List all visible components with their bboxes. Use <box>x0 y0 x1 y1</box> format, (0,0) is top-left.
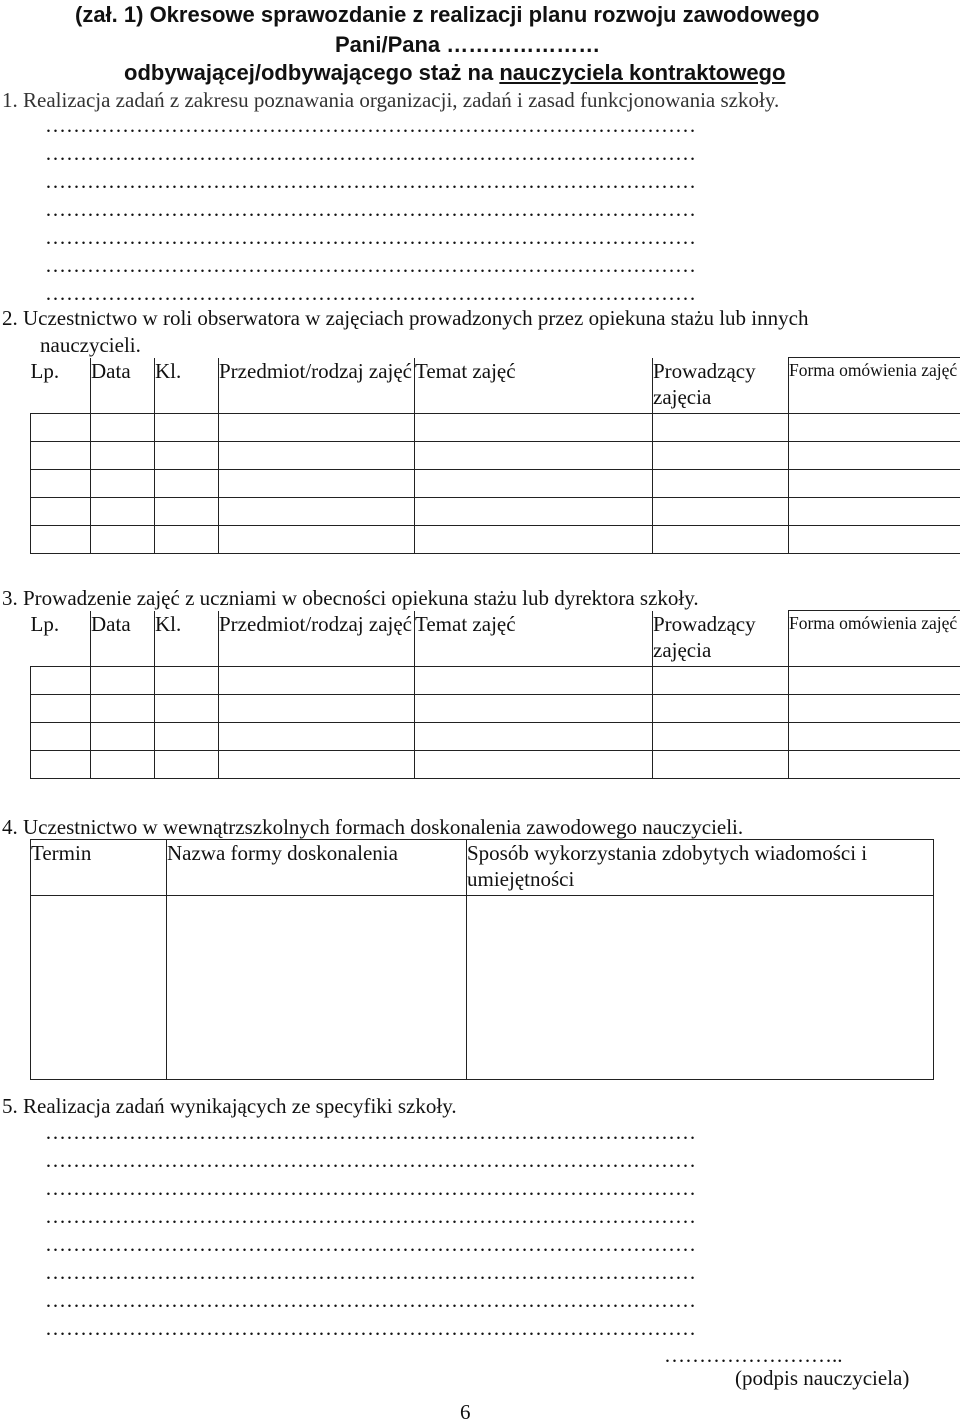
col-teacher: Prowadzący zajęcia <box>653 358 789 414</box>
observation-table <box>30 357 960 554</box>
table-row[interactable] <box>31 723 960 751</box>
section-3-title: 3. Prowadzenie zajęć z uczniami w obecności opiekuna stażu lub dyrektora szkoły. <box>2 586 699 611</box>
dotted-line: ………………………………………………………………………………… <box>45 1176 696 1201</box>
section-5-title: 5. Realizacja zadań wynikających ze specyfiki szkoły. <box>2 1094 457 1119</box>
dotted-line: ………………………………………………………………………………… <box>45 253 696 278</box>
col-lp: Lp. <box>31 358 91 414</box>
page-number: 6 <box>460 1400 471 1425</box>
dotted-line: ………………………………………………………………………………… <box>45 1260 696 1285</box>
section-2-title-cont: nauczycieli. <box>40 333 141 358</box>
col-subject: Przedmiot/rodzaj zajęć <box>219 611 415 667</box>
dotted-line: ………………………………………………………………………………… <box>45 1204 696 1229</box>
teacher-name-line: Pani/Pana ………………… <box>335 32 600 58</box>
dotted-line: ………………………………………………………………………………… <box>45 141 696 166</box>
section-2-title: 2. Uczestnictwo w roli obserwatora w zajęciach prowadzonych przez opiekuna stażu lub innych <box>2 306 808 331</box>
col-discussion: Forma omówienia zajęć <box>789 358 960 414</box>
table-header <box>31 840 934 896</box>
dotted-line: ………………………………………………………………………………… <box>45 197 696 222</box>
col-lp: Lp. <box>31 611 91 667</box>
dotted-line: ………………………………………………………………………………… <box>45 1148 696 1173</box>
section-4-title: 4. Uczestnictwo w wewnątrzszkolnych formach doskonalenia zawodowego nauczycieli. <box>2 815 743 840</box>
col-topic: Temat zajęć <box>415 611 653 667</box>
col-usage: Sposób wykorzystania zdobytych wiadomości i umiejętności <box>467 840 934 896</box>
dotted-line: ………………………………………………………………………………… <box>45 169 696 194</box>
col-term: Termin <box>31 840 167 896</box>
table-row[interactable] <box>31 896 934 1080</box>
internship-level: nauczyciela kontraktowego <box>499 60 785 85</box>
table-header <box>31 358 960 414</box>
col-topic: Temat zajęć <box>415 358 653 414</box>
dotted-line: ………………………………………………………………………………… <box>45 1316 696 1341</box>
table-header <box>31 611 960 667</box>
table-row[interactable] <box>31 695 960 723</box>
col-discussion: Forma omówienia zajęć <box>789 611 960 667</box>
table-row[interactable] <box>31 470 960 498</box>
col-subject: Przedmiot/rodzaj zajęć <box>219 358 415 414</box>
col-data: Data <box>91 611 155 667</box>
dotted-line: ………………………………………………………………………………… <box>45 225 696 250</box>
table-row[interactable] <box>31 498 960 526</box>
col-training-name: Nazwa formy doskonalenia <box>167 840 467 896</box>
table-row[interactable] <box>31 751 960 779</box>
dotted-line: ………………………………………………………………………………… <box>45 281 696 306</box>
report-title: (zał. 1) Okresowe sprawozdanie z realizacji planu rozwoju zawodowego <box>75 2 820 28</box>
signature-label: (podpis nauczyciela) <box>735 1366 909 1391</box>
col-data: Data <box>91 358 155 414</box>
dotted-line: ………………………………………………………………………………… <box>45 113 696 138</box>
table-row[interactable] <box>31 414 960 442</box>
table-row[interactable] <box>31 526 960 554</box>
dotted-line: ………………………………………………………………………………… <box>45 1288 696 1313</box>
table-row[interactable] <box>31 442 960 470</box>
table-row[interactable] <box>31 667 960 695</box>
internship-type-line <box>124 60 785 86</box>
col-kl: Kl. <box>155 358 219 414</box>
col-kl: Kl. <box>155 611 219 667</box>
dotted-line: ………………………………………………………………………………… <box>45 1120 696 1145</box>
signature-dots: …………………….. <box>664 1343 843 1368</box>
dotted-line: ………………………………………………………………………………… <box>45 1232 696 1257</box>
col-teacher: Prowadzący zajęcia <box>653 611 789 667</box>
internship-text: odbywającej/odbywającego staż na <box>124 60 499 85</box>
training-table <box>30 839 934 1080</box>
section-1-title: 1. Realizacja zadań z zakresu poznawania organizacji, zadań i zasad funkcjonowania szkoły. <box>2 88 779 113</box>
conducted-lessons-table <box>30 610 960 779</box>
